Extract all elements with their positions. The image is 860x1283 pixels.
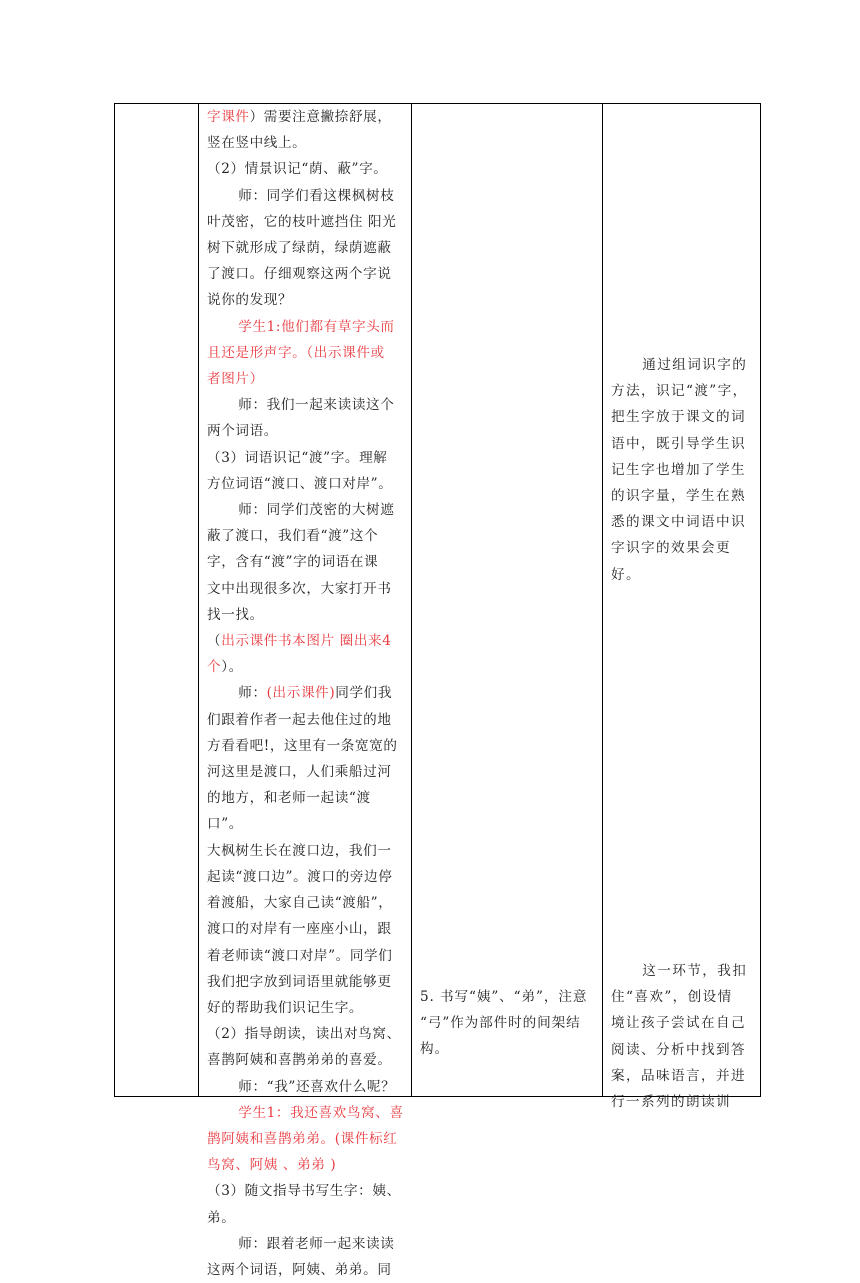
text-line: 行一系列的朗读训 (611, 1094, 731, 1111)
text-segment: （2）指导朗读，读出对鸟窝、 (207, 1026, 401, 1043)
highlighted-text: 个 (207, 659, 222, 676)
text-line (199, 969, 411, 995)
text-line (199, 943, 411, 969)
text-segment: 两个词语。 (207, 423, 278, 440)
highlighted-text: 者图片） (207, 371, 264, 388)
text-line (199, 785, 411, 837)
text-segment: 树下就形成了绿荫，绿荫遮蔽 (207, 240, 392, 257)
text-line (199, 1021, 411, 1047)
text-segment: 方位词语“渡口、渡口对岸”。 (207, 475, 393, 492)
text-line (199, 497, 411, 523)
highlighted-text: 字课件 (207, 109, 250, 125)
text-line (199, 838, 411, 864)
text-line (199, 1205, 411, 1231)
text-line (199, 707, 411, 733)
text-segment: 方看看吧!，这里有一条宽宽的 (207, 737, 398, 754)
text-segment: 找一找。 (207, 606, 264, 623)
text-line: 境让孩子尝试在自己 (611, 1015, 746, 1032)
text-line (199, 1100, 411, 1126)
text-line (199, 549, 411, 575)
text-segment: 师：我们一起来读读这个 (238, 397, 395, 414)
text-line (199, 995, 411, 1021)
text-line (199, 1257, 411, 1283)
text-line (199, 418, 411, 444)
text-line (199, 890, 411, 916)
text-segment: ）。 (221, 659, 243, 676)
text-line (199, 104, 411, 130)
text-segment: （2）情景识记“荫、蔽”字。 (207, 161, 388, 178)
text-line: 悉的课文中词语中识 (611, 514, 746, 531)
text-segment: 着渡船，大家自己读“渡船”， (207, 895, 393, 912)
text-line (199, 916, 411, 942)
text-segment: 说你的发现？ (207, 292, 293, 309)
highlighted-text: (出示课件) (266, 685, 336, 702)
highlighted-text: 出示课件书本图片 圈出来4 (221, 633, 392, 650)
highlighted-text: 学生1:他们都有草字头而 (238, 318, 395, 335)
text-line (199, 1178, 411, 1204)
text-segment: （3）词语识记“渡”字。理解 (207, 449, 388, 466)
text-segment: 起读“渡口边”。渡口的旁边停 (207, 868, 393, 885)
text-segment: 好的帮助我们识记生字。 (207, 999, 364, 1016)
text-segment: 弟。 (207, 1209, 236, 1226)
text-segment: ）需要注意撇捺舒展， (249, 109, 392, 125)
design-intent-literacy (611, 352, 754, 588)
text-line (199, 366, 411, 392)
text-line: 住“喜欢”，创设情 (611, 989, 733, 1006)
text-line: 把生字放于课文的词 (611, 409, 746, 426)
table-row (115, 104, 761, 1097)
text-line (199, 235, 411, 261)
text-line (199, 733, 411, 759)
highlighted-text: 鸟窝、阿姨 、弟弟 ) (207, 1157, 337, 1174)
highlighted-text: 鹊阿姨和喜鹊弟弟。(课件标红 (207, 1130, 398, 1147)
text-segment: （ (207, 633, 222, 650)
text-segment: 着老师读“渡口对岸”。同学们 (207, 947, 393, 964)
text-segment: 师：跟着老师一起来读读 (238, 1235, 395, 1252)
teaching-process-text (199, 104, 411, 1278)
text-line: 方法，识记“渡”字， (611, 383, 748, 400)
text-line: 案，品味语言，并进 (611, 1067, 746, 1084)
text-line (199, 680, 411, 706)
text-line (199, 523, 411, 549)
text-segment: 们跟着作者一起去他住过的地 (207, 711, 392, 728)
text-line (199, 864, 411, 890)
text-line (199, 392, 411, 418)
text-segment: 竖在竖中线上。 (207, 135, 307, 152)
design-intent-reading (611, 958, 754, 1115)
text-segment: 师：同学们茂密的大树遮 (238, 502, 395, 519)
text-segment: 了渡口。仔细观察这两个字说 (207, 266, 392, 283)
highlighted-text: 学生1：我还喜欢鸟窝、喜 (238, 1104, 404, 1121)
text-line (199, 340, 411, 366)
text-line (199, 654, 411, 680)
highlighted-text: 且还是形声字。（出示课件或 (207, 344, 385, 361)
text-line (199, 1152, 411, 1178)
text-segment: 渡口的对岸有一座座小山，跟 (207, 921, 392, 938)
text-segment: 我们把字放到词语里就能够更 (207, 973, 392, 990)
column-student-activity (412, 104, 603, 1097)
text-line (199, 287, 411, 313)
writing-activity-text (420, 984, 596, 1063)
text-line (199, 1126, 411, 1152)
column-empty (115, 104, 199, 1097)
text-line (199, 209, 411, 235)
text-line (199, 1047, 411, 1073)
text-line (199, 628, 411, 654)
text-line: 好。 (611, 566, 641, 583)
column-teaching-process (199, 104, 412, 1278)
text-line: 字识字的效果会更 (611, 540, 731, 557)
text-segment: 同学们我 (335, 685, 393, 702)
text-line (199, 1231, 411, 1257)
text-segment: 这两个词语，阿姨、弟弟。同 (207, 1261, 392, 1278)
text-line: 这一环节，我扣 (642, 963, 748, 979)
column-design-intent (603, 104, 761, 1111)
text-line: 5. 书写“姨”、“弟”，注意 (420, 989, 588, 1005)
text-line: 构。 (420, 1041, 449, 1058)
text-line (199, 183, 411, 209)
text-line: 的识字量，学生在熟 (611, 488, 746, 505)
text-segment: 喜鹊阿姨和喜鹊弟弟的喜爱。 (207, 1052, 392, 1069)
text-line (199, 471, 411, 497)
text-line: 阅读、分析中找到答 (611, 1041, 746, 1058)
text-segment: 师：同学们看这棵枫树枝 (238, 187, 395, 204)
text-segment: 叶茂密，它的枝叶遮挡住 阳光 (207, 213, 397, 230)
text-segment: （3）随文指导书写生字：姨、 (207, 1183, 401, 1200)
text-line (199, 314, 411, 340)
text-line (199, 156, 411, 182)
text-line (199, 130, 411, 156)
text-line (199, 445, 411, 471)
text-segment: 师： (238, 685, 267, 702)
text-line (199, 576, 411, 602)
text-line (199, 1074, 411, 1100)
lesson-plan-table (114, 103, 761, 1278)
text-line (199, 759, 411, 785)
text-line: 记生字也增加了学生 (611, 461, 746, 478)
text-line (199, 602, 411, 628)
text-line: 语中，既引导学生识 (611, 435, 746, 452)
text-segment: 字，含有“渡”字的词语在课 (207, 554, 379, 571)
text-line (199, 261, 411, 287)
text-line: “弓”作为部件时的间架结 (420, 1015, 581, 1032)
text-segment: 师：“我”还喜欢什么呢？ (238, 1078, 396, 1095)
text-segment: 河这里是渡口，人们乘船过河 (207, 764, 392, 781)
text-segment: 的地方，和老师一起读“渡口”。 (207, 790, 371, 833)
text-line: 通过组词识字的 (642, 357, 748, 373)
text-segment: 大枫树生长在渡口边，我们一 (207, 842, 392, 859)
text-segment: 文中出现很多次，大家打开书 (207, 580, 392, 597)
text-segment: 蔽了渡口，我们看“渡”这个 (207, 528, 379, 545)
